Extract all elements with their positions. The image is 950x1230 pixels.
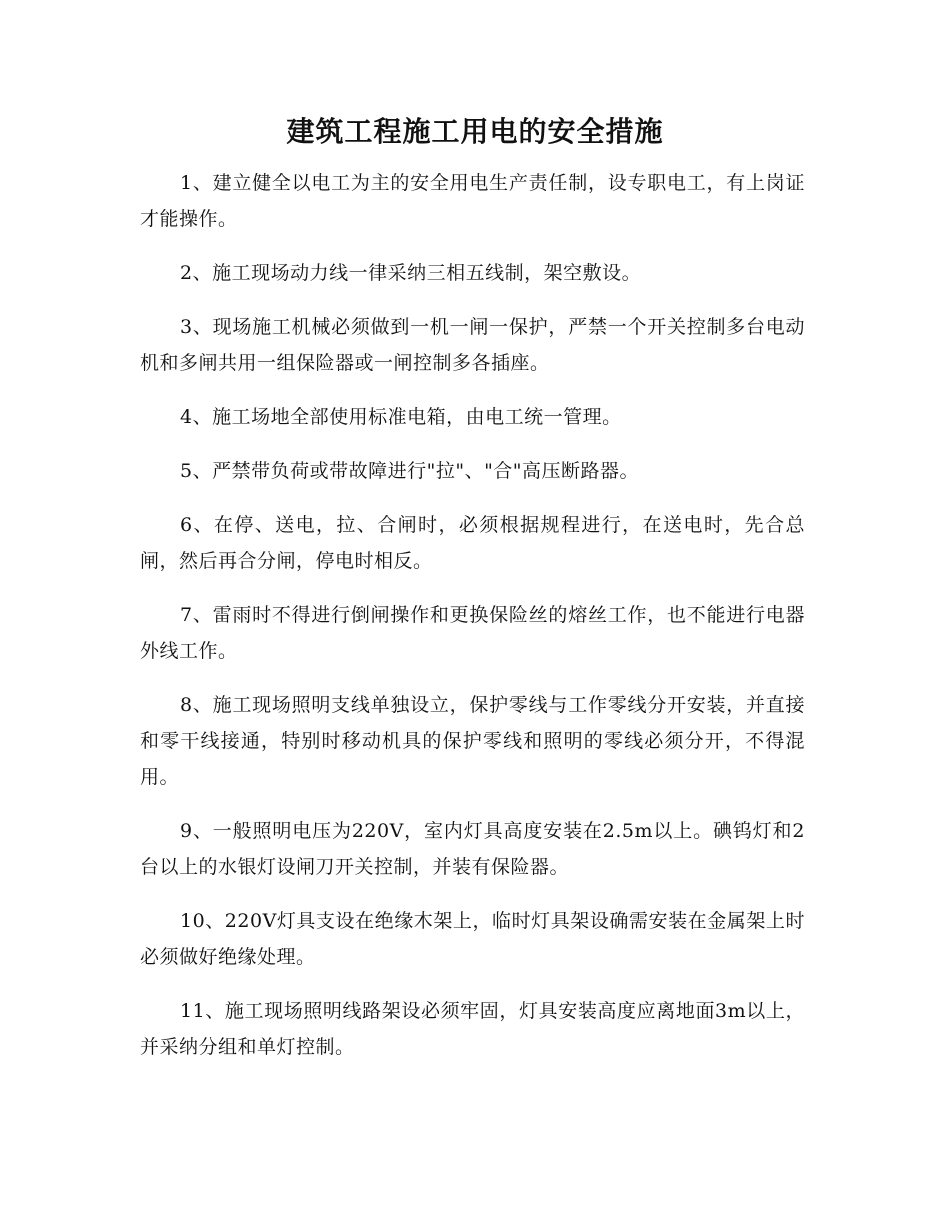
paragraph-5: 5、严禁带负荷或带故障进行"拉"、"合"高压断路器。 (180, 460, 640, 482)
paragraph-6: 6、在停、送电，拉、合闸时，必须根据规程进行，在送电时，先合总闸，然后再合分闸，停电时相反。 (140, 514, 805, 572)
paragraph-8: 8、施工现场照明支线单独设立，保护零线与工作零线分开安装，并直接和零干线接通，特别时移动机具的保护零线和照明的零线必须分开，不得混用。 (140, 694, 805, 788)
paragraph-10: 10、220V灯具支设在绝缘木架上，临时灯具架设确需安装在金属架上时必须做好绝缘处理。 (140, 910, 805, 968)
paragraph-7: 7、雷雨时不得进行倒闸操作和更换保险丝的熔丝工作，也不能进行电器外线工作。 (140, 604, 805, 662)
paragraph-3: 3、现场施工机械必须做到一机一闸一保护，严禁一个开关控制多台电动机和多闸共用一组保险器或一闸控制多各插座。 (140, 316, 805, 374)
paragraph-1: 1、建立健全以电工为主的安全用电生产责任制，设专职电工，有上岗证才能操作。 (140, 172, 805, 230)
paragraph-2: 2、施工现场动力线一律采纳三相五线制，架空敷设。 (180, 262, 642, 284)
paragraph-11: 11、施工现场照明线路架设必须牢固，灯具安装高度应离地面3m以上，并采纳分组和单灯控制。 (140, 1000, 805, 1058)
paragraph-4: 4、施工场地全部使用标准电箱，由电工统一管理。 (180, 406, 622, 428)
paragraph-9: 9、一般照明电压为220V，室内灯具高度安装在2.5m以上。碘钨灯和2台以上的水银灯设闸刀开关控制，并装有保险器。 (140, 820, 805, 878)
document-body (140, 165, 805, 1083)
document-title: 建筑工程施工用电的安全措施 (286, 115, 664, 148)
